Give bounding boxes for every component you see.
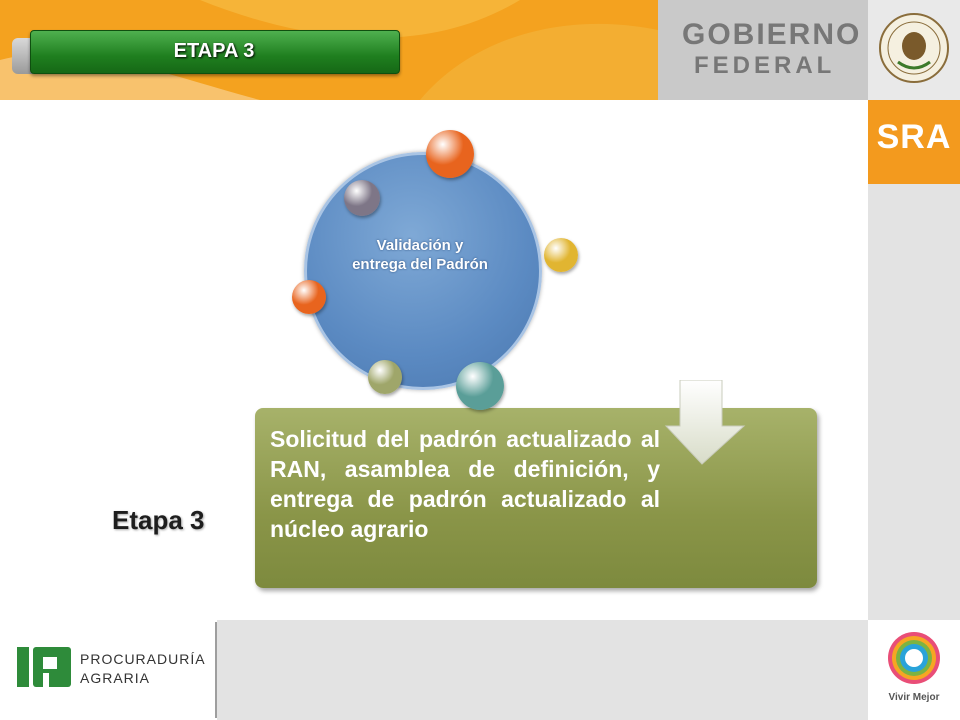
satellite-circle-orange-top (426, 130, 474, 178)
satellite-circle-olive (368, 360, 402, 394)
federal-title: FEDERAL (694, 52, 836, 79)
logo-text-line1: PROCURADURÍA (80, 651, 206, 667)
satellite-circle-gold (544, 238, 578, 272)
footer-divider (215, 622, 217, 718)
vivir-mejor-label: Vivir Mejor (888, 692, 940, 703)
logo-text-line2: AGRARIA (80, 670, 151, 686)
vivir-mejor-panel (868, 620, 960, 720)
sra-label: SRA (876, 118, 952, 156)
satellite-circle-gray (344, 180, 380, 216)
down-arrow-icon (664, 380, 748, 468)
mexico-seal-icon (868, 0, 960, 100)
seal-panel (868, 0, 960, 100)
gobierno-title: GOBIERNO (682, 18, 862, 51)
etapa-banner-label: ETAPA 3 (173, 40, 255, 62)
center-circle-label: Validación y entrega del Padrón (352, 237, 488, 273)
satellite-circle-orange-left (292, 280, 326, 314)
etapa-side-label: Etapa 3 (112, 505, 205, 535)
vivir-mejor-flower-icon (868, 620, 960, 690)
main-text: Solicitud del padrón actualizado al RAN, asamblea de definición, y entrega de padrón actualizado al núcleo agrario (270, 426, 660, 542)
procuraduria-agraria-logo-icon (17, 645, 73, 689)
footer-band (217, 620, 868, 720)
satellite-circle-teal (456, 362, 504, 410)
